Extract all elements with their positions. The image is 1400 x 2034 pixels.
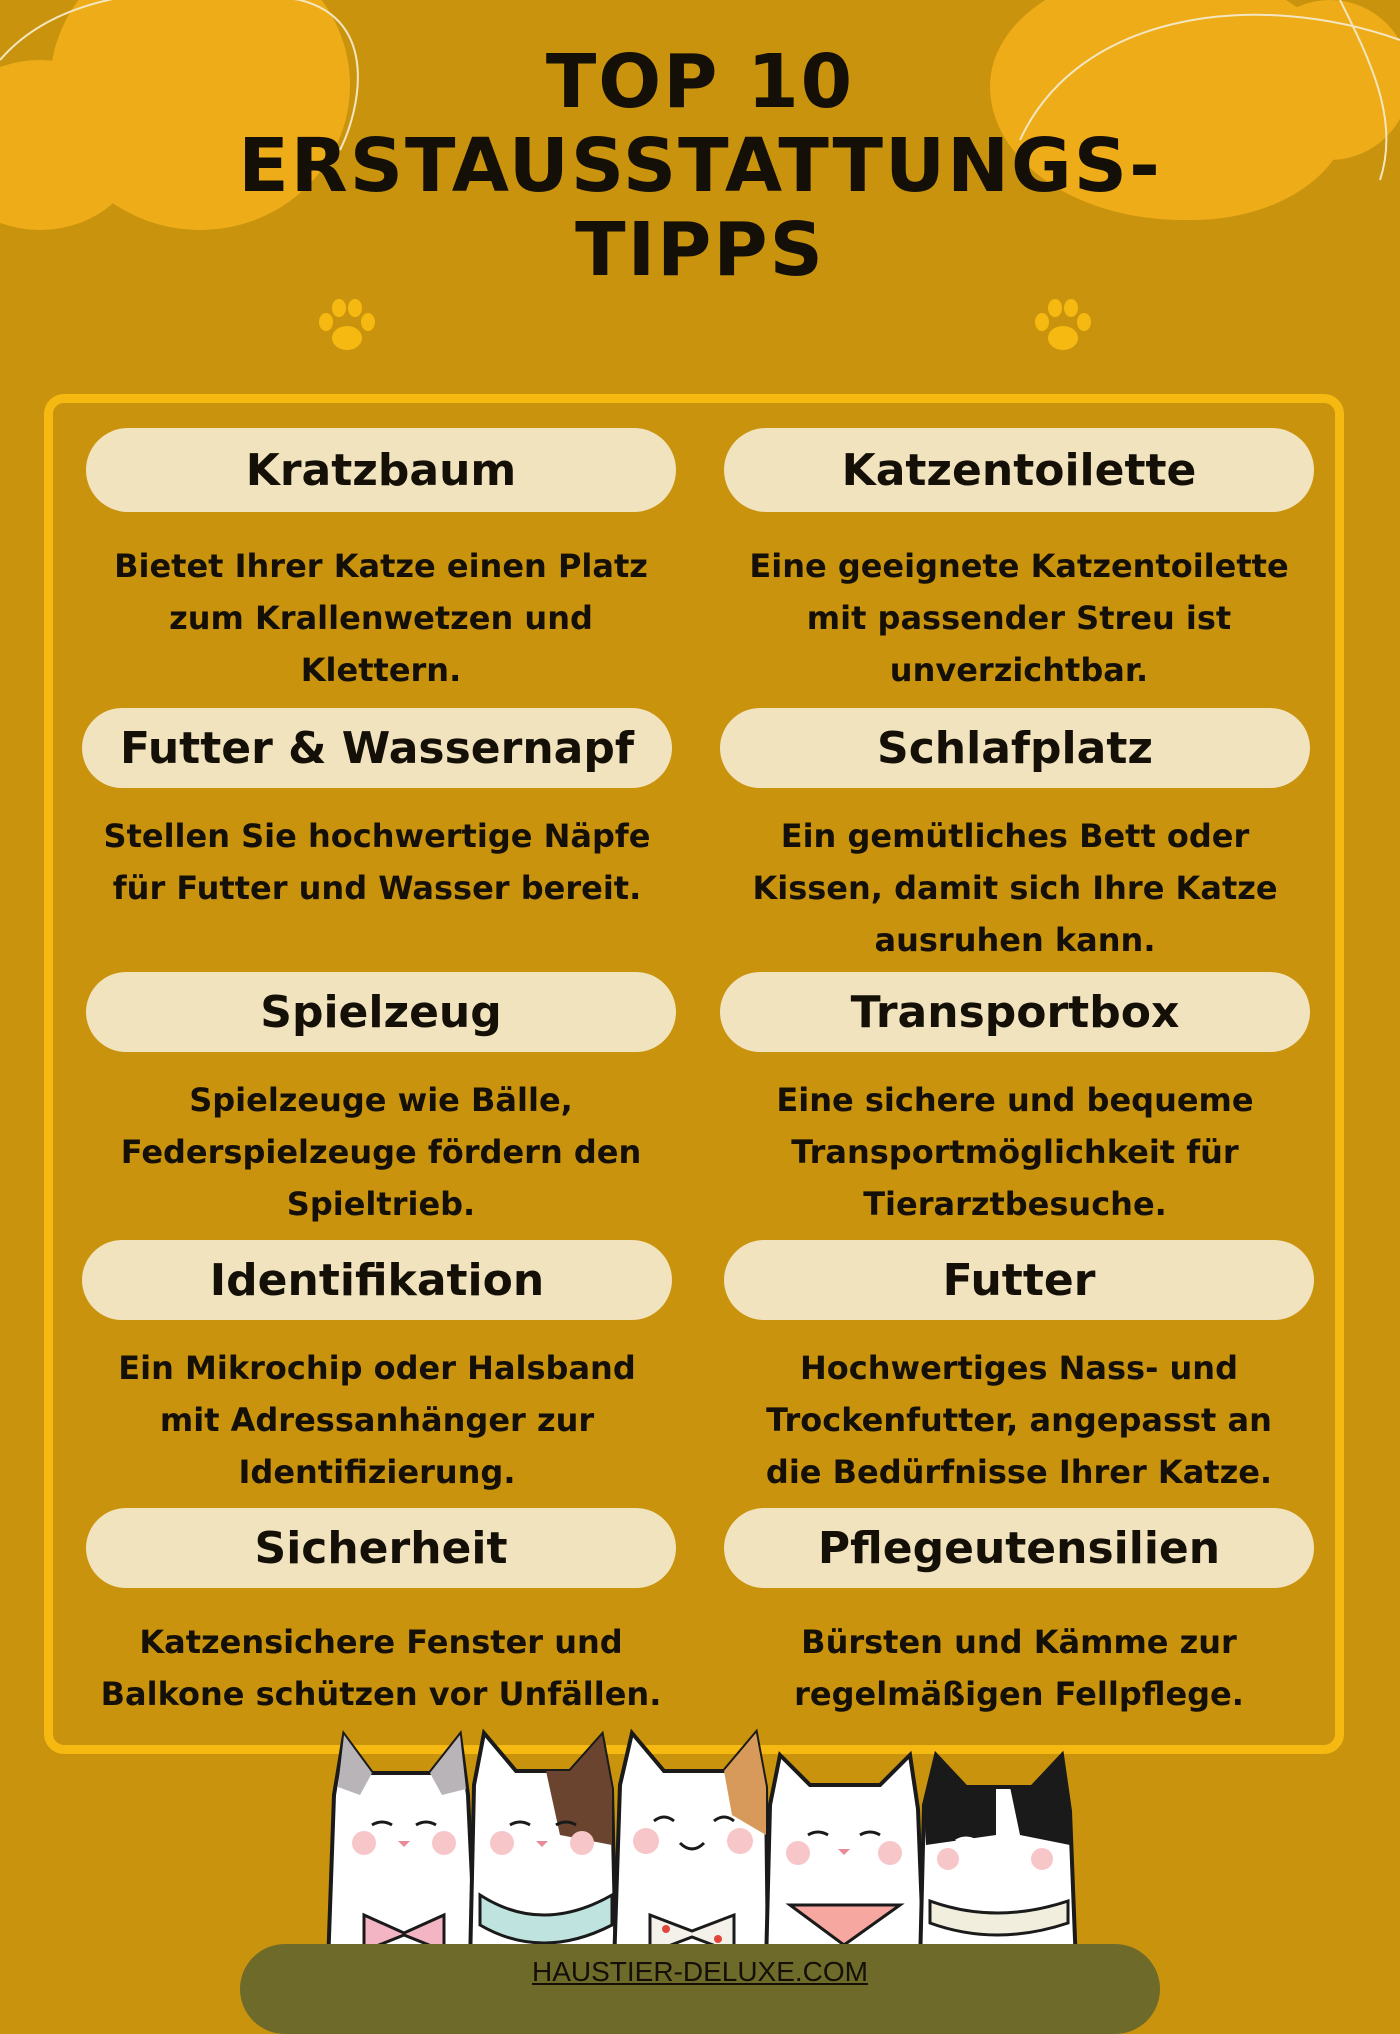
tip-heading: Spielzeug: [86, 972, 676, 1052]
tip-card-identifikation: [82, 1240, 672, 1498]
tip-description: Eine geeignete Katzentoilette mit passender Streu ist unverzichtbar.: [749, 547, 1289, 689]
tip-heading: Schlafplatz: [720, 708, 1310, 788]
title-line: ERSTAUSSTATTUNGS-: [238, 123, 1162, 209]
tip-description: Katzensichere Fenster und Balkone schützen vor Unfällen.: [100, 1623, 662, 1713]
cat-figure-1: [328, 1735, 476, 1965]
tip-heading: Kratzbaum: [86, 428, 676, 512]
tip-heading: Transportbox: [720, 972, 1310, 1052]
tip-heading: Sicherheit: [86, 1508, 676, 1588]
tip-description: Bürsten und Kämme zur regelmäßigen Fellpflege.: [794, 1623, 1244, 1713]
tip-card-transportbox: [720, 972, 1310, 1230]
tip-card-spielzeug: [86, 972, 676, 1230]
title-line: TOP 10: [545, 39, 855, 125]
tip-heading: Futter & Wassernapf: [82, 708, 672, 788]
website-link[interactable]: HAUSTIER-DELUXE.COM: [531, 1956, 869, 1987]
tip-description: Stellen Sie hochwertige Näpfe für Futter und Wasser bereit.: [103, 817, 651, 907]
tip-card-kratzbaum: [86, 428, 676, 696]
page-title: [0, 40, 1400, 292]
tip-heading: Pflegeutensilien: [724, 1508, 1314, 1588]
cat-figure-4: [766, 1755, 924, 1965]
tip-card-sicherheit: [86, 1508, 676, 1720]
paw-icon: [1028, 292, 1098, 362]
tip-card-futter: [724, 1240, 1314, 1498]
tip-description: Ein gemütliches Bett oder Kissen, damit sich Ihre Katze ausruhen kann.: [752, 817, 1278, 959]
tip-description: Eine sichere und bequeme Transportmöglichkeit für Tierarztbesuche.: [776, 1081, 1254, 1223]
tip-card-pflegeutensilien: [724, 1508, 1314, 1720]
tip-heading: Katzentoilette: [724, 428, 1314, 512]
cat-figure-3: [614, 1733, 768, 1965]
tip-description: Hochwertiges Nass- und Trockenfutter, angepasst an die Bedürfnisse Ihrer Katze.: [765, 1349, 1273, 1491]
tip-description: Spielzeuge wie Bälle, Federspielzeuge fördern den Spieltrieb.: [120, 1081, 642, 1223]
tip-card-schlafplatz: [720, 708, 1310, 966]
tip-card-katzentoilette: [724, 428, 1314, 696]
paw-icon: [312, 292, 382, 362]
tip-description: Ein Mikrochip oder Halsband mit Adressanhänger zur Identifizierung.: [118, 1349, 636, 1491]
title-line: TIPPS: [575, 207, 825, 293]
cat-illustration: [320, 1725, 1090, 1965]
tip-card-futter-wassernapf: [82, 708, 672, 914]
tip-heading: Futter: [724, 1240, 1314, 1320]
cat-figure-2: [470, 1733, 616, 1965]
tip-description: Bietet Ihrer Katze einen Platz zum Krallenwetzen und Klettern.: [114, 547, 648, 689]
cat-figure-5: [920, 1755, 1076, 1965]
tip-heading: Identifikation: [82, 1240, 672, 1320]
